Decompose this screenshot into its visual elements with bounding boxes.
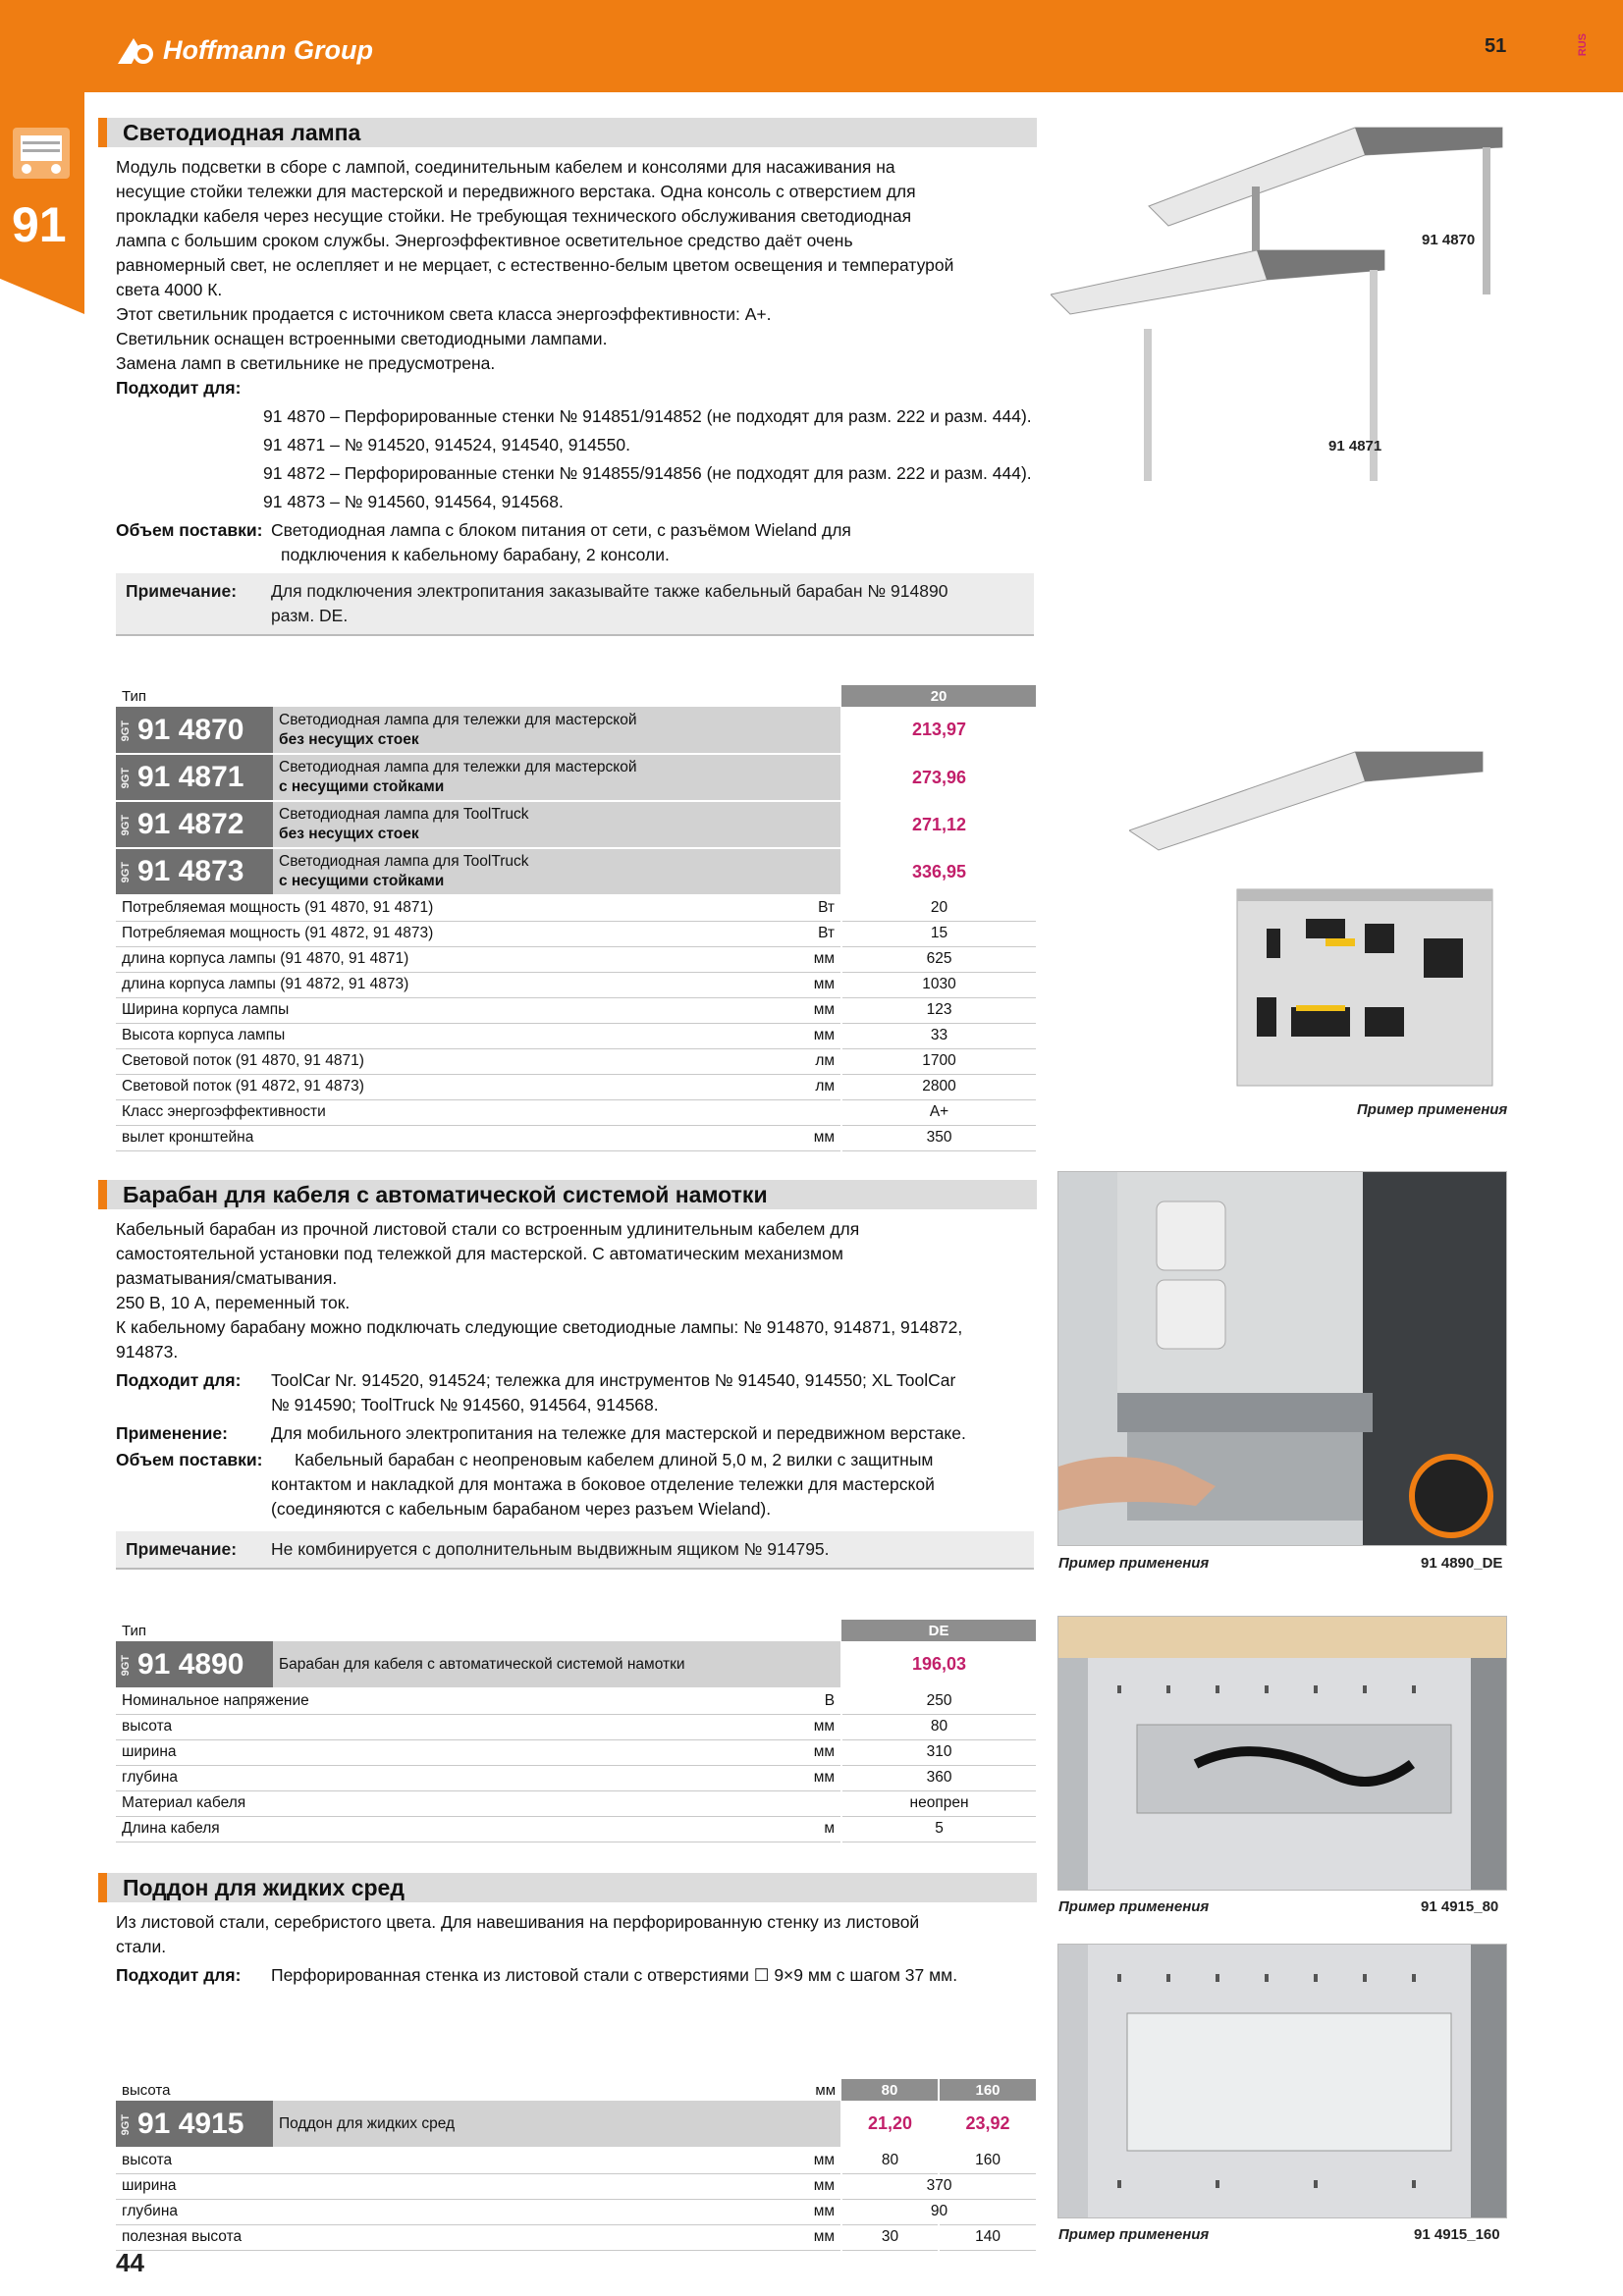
spec-name: высота	[116, 1714, 715, 1739]
spec-unit: мм	[715, 2224, 841, 2250]
language-code: RUS	[1577, 33, 1589, 57]
article-desc-bold: без несущих стоек	[279, 730, 419, 748]
spec-row	[116, 997, 1036, 1023]
drum-intro-line: Кабельный барабан из прочной листовой стали со встроенным удлинительным кабелем для	[116, 1219, 860, 1239]
spec-row	[116, 1739, 1036, 1765]
article-desc: Светодиодная лампа для тележки для мастерской	[279, 759, 637, 775]
type-value: 160	[939, 2079, 1036, 2101]
lamp-note-line: разм. DE.	[271, 606, 349, 625]
spec-value: 5	[841, 1816, 1036, 1842]
spec-value: 20	[841, 895, 1036, 921]
article-row	[116, 754, 1036, 801]
article-row	[116, 2101, 1036, 2148]
spec-row	[116, 946, 1036, 972]
spec-value: 123	[841, 997, 1036, 1023]
spec-value: 140	[939, 2224, 1036, 2250]
tray-photo	[1058, 1617, 1507, 1891]
lamp-intro-line: несущие стойки тележки для мастерской и передвижного верстака. Одна консоль с отверстием для	[116, 182, 916, 201]
tray-intro-line: стали.	[116, 1937, 167, 1956]
spec-name: Потребляемая мощность (91 4870, 91 4871)	[116, 895, 715, 921]
spec-name: Высота корпуса лампы	[116, 1023, 715, 1048]
tray-application-image-160	[1057, 1944, 1507, 2218]
brand-logo	[116, 35, 373, 66]
drum-intro-line: разматывания/сматывания.	[116, 1268, 338, 1288]
tray-fits-label: Подходит для:	[116, 1965, 242, 1985]
article-desc: Поддон для жидких сред	[273, 2101, 841, 2148]
spec-unit: мм	[715, 972, 841, 997]
article-desc: Светодиодная лампа для тележки для мастерской	[279, 711, 637, 728]
spec-value: 30	[841, 2224, 939, 2250]
article-desc-bold: без несущих стоек	[279, 826, 419, 842]
article-price: 271,12	[841, 801, 1036, 848]
spec-row	[116, 2224, 1036, 2250]
lamp-intro-line: Модуль подсветки в сборе с лампой, соединительным кабелем и консолями для насаживания на	[116, 157, 895, 177]
drum-scope-line: (соединяются с кабельным барабаном через разъем Wieland).	[271, 1499, 772, 1519]
lamp-scope-label: Объем поставки:	[116, 520, 263, 540]
image-caption: Пример применения	[1058, 1555, 1210, 1572]
article-price: 336,95	[841, 848, 1036, 895]
spec-name: глубина	[116, 1765, 715, 1790]
spec-unit: Вт	[715, 895, 841, 921]
article-desc: Светодиодная лампа для ToolTruck	[279, 806, 529, 823]
lamp-application-image	[1129, 742, 1512, 1092]
spec-unit	[715, 1790, 841, 1816]
drum-use-label: Применение:	[116, 1423, 228, 1443]
spec-row	[116, 2173, 1036, 2199]
section-title-tray: Поддон для жидких сред	[98, 1873, 1037, 1902]
type-value: 20	[841, 685, 1036, 707]
article-number	[116, 754, 273, 801]
spec-value: 350	[841, 1125, 1036, 1150]
image-caption: Пример применения	[1058, 2226, 1210, 2243]
gt-code: 9GT	[120, 1654, 132, 1677]
brand-name: Hoffmann Group	[163, 35, 373, 65]
lamp-fits-line: 91 4873 – № 914560, 914564, 914568.	[263, 492, 564, 511]
spec-value: 33	[841, 1023, 1036, 1048]
spec-row	[116, 895, 1036, 921]
type-label: высота	[122, 2081, 171, 2099]
spec-value: 625	[841, 946, 1036, 972]
drum-intro-line: самостоятельной установки под тележкой для мастерской. С автоматическим механизмом	[116, 1244, 843, 1263]
drum-spec-table	[116, 1620, 1036, 1842]
lamp-fits-line: 91 4872 – Перфорированные стенки № 914855/914856 (не подходят для разм. 222 и разм. 444).	[263, 463, 1032, 483]
article-number-text: 91 4873	[137, 855, 244, 887]
spec-name: ширина	[116, 2173, 715, 2199]
drum-scope-label: Объем поставки:	[116, 1450, 263, 1469]
spec-unit: мм	[715, 2173, 841, 2199]
lamp-spec-table	[116, 685, 1036, 1151]
trolley-icon	[13, 128, 70, 179]
lamp-fits-line: 91 4870 – Перфорированные стенки № 914851/914852 (не подходят для разм. 222 и разм. 444).	[263, 406, 1032, 426]
spec-value: 370	[841, 2173, 1036, 2199]
spec-unit: мм	[715, 2148, 841, 2173]
drum-photo	[1058, 1172, 1507, 1546]
tray-photo	[1058, 1945, 1507, 2218]
lamp-intro-line: лампа с большим сроком службы. Энергоэффективное осветительное средство даёт очень	[116, 231, 853, 250]
spec-name: вылет кронштейна	[116, 1125, 715, 1150]
article-number	[116, 801, 273, 848]
tray-intro-line: Из листовой стали, серебристого цвета. Для навешивания на перфорированную стенку из листовой	[116, 1912, 920, 1932]
drum-scope	[116, 1448, 1039, 1522]
page-number-bottom: 44	[116, 2248, 144, 2277]
gt-code: 9GT	[120, 768, 132, 789]
article-number	[116, 707, 273, 754]
tray-description	[116, 1910, 1039, 1988]
image-caption: Пример применения	[1058, 1898, 1210, 1915]
tray-spec-table	[116, 2079, 1036, 2251]
drum-fits-label: Подходит для:	[116, 1370, 242, 1390]
drum-fits	[116, 1368, 1039, 1417]
image-label: 91 4871	[1328, 438, 1382, 454]
article-price: 196,03	[841, 1641, 1036, 1688]
spec-name: Ширина корпуса лампы	[116, 997, 715, 1023]
drum-note	[116, 1531, 1034, 1570]
type-label: Тип	[122, 1622, 147, 1639]
spec-unit: мм	[715, 1714, 841, 1739]
spec-value: 1030	[841, 972, 1036, 997]
article-price: 213,97	[841, 707, 1036, 754]
spec-name: длина корпуса лампы (91 4870, 91 4871)	[116, 946, 715, 972]
article-row	[116, 801, 1036, 848]
lamp-description	[116, 155, 1039, 567]
lamp-note-label: Примечание:	[126, 581, 238, 601]
image-label: 91 4870	[1422, 232, 1476, 248]
spec-value: 80	[841, 1714, 1036, 1739]
lamp-intro-line: Этот светильник продается с источником света класса энергоэффективности: A+.	[116, 304, 772, 324]
lamp-intro-line: прокладки кабеля через несущие стойки. Не требующая технического обслуживания светодиодная	[116, 206, 912, 226]
image-label: 91 4915_160	[1414, 2226, 1500, 2243]
spec-value: 80	[841, 2148, 939, 2173]
spec-row	[116, 1816, 1036, 1842]
article-row	[116, 848, 1036, 895]
lamp-note	[116, 573, 1034, 636]
spec-value: неопрен	[841, 1790, 1036, 1816]
section-title-drum: Барабан для кабеля с автоматической системой намотки	[98, 1180, 1037, 1209]
type-label: Тип	[122, 687, 147, 705]
spec-value: 1700	[841, 1048, 1036, 1074]
drum-description	[116, 1217, 1039, 1522]
article-desc-bold: с несущими стойками	[279, 778, 445, 795]
lamp-intro-line: света 4000 К.	[116, 280, 223, 299]
spec-name: ширина	[116, 1739, 715, 1765]
spec-row	[116, 2148, 1036, 2173]
article-desc-bold: с несущими стойками	[279, 873, 445, 889]
spec-unit	[715, 1099, 841, 1125]
article-price: 273,96	[841, 754, 1036, 801]
spec-row	[116, 1074, 1036, 1099]
lamp-fits-label: Подходит для:	[116, 378, 242, 398]
spec-row	[116, 972, 1036, 997]
chapter-number: 91	[12, 197, 67, 252]
spec-unit: Вт	[715, 921, 841, 946]
image-label: 91 4890_DE	[1421, 1555, 1503, 1572]
article-row	[116, 1641, 1036, 1688]
article-number	[116, 1641, 273, 1688]
spec-name: Класс энергоэффективности	[116, 1099, 715, 1125]
article-number	[116, 848, 273, 895]
spec-value: 160	[939, 2148, 1036, 2173]
article-number-text: 91 4872	[137, 808, 244, 840]
spec-row	[116, 1099, 1036, 1125]
spec-row	[116, 1765, 1036, 1790]
gt-code: 9GT	[120, 815, 132, 836]
type-unit: мм	[815, 2081, 837, 2099]
spec-row	[116, 921, 1036, 946]
spec-row	[116, 1125, 1036, 1150]
tray-fits	[116, 1963, 1039, 1988]
spec-unit: мм	[715, 1023, 841, 1048]
spec-value: A+	[841, 1099, 1036, 1125]
brand-mark-icon	[116, 36, 157, 66]
drum-fits-line: № 914590; ToolTruck № 914560, 914564, 914568.	[271, 1395, 659, 1415]
spec-unit: мм	[715, 2199, 841, 2224]
spec-unit: лм	[715, 1074, 841, 1099]
spec-unit: лм	[715, 1048, 841, 1074]
drum-intro-line: К кабельному барабану можно подключать следующие светодиодные лампы: № 914870, 914871, 914872,	[116, 1317, 963, 1337]
spec-name: Потребляемая мощность (91 4872, 91 4873)	[116, 921, 715, 946]
spec-name: Световой поток (91 4870, 91 4871)	[116, 1048, 715, 1074]
lamp-fits-line: 91 4871 – № 914520, 914524, 914540, 914550.	[263, 435, 630, 454]
article-price: 23,92	[939, 2101, 1036, 2148]
spec-value: 250	[841, 1688, 1036, 1714]
article-row	[116, 707, 1036, 754]
drum-note-label: Примечание:	[126, 1539, 238, 1559]
spec-unit: мм	[715, 946, 841, 972]
spec-name: Длина кабеля	[116, 1816, 715, 1842]
tray-fits-text: Перфорированная стенка из листовой стали с отверстиями ☐ 9×9 мм с шагом 37 мм.	[271, 1965, 958, 1985]
lamp-scope	[116, 518, 1039, 567]
lamp-note-line: Для подключения электропитания заказывайте также кабельный барабан № 914890	[271, 581, 948, 601]
spec-value: 90	[841, 2199, 1036, 2224]
lamp-intro-line: равномерный свет, не ослепляет и не мерцает, с естественно-белым цветом освещения и температурой	[116, 255, 954, 275]
article-number-text: 91 4890	[137, 1647, 244, 1681]
lamp-intro-line: Светильник оснащен встроенными светодиодными лампами.	[116, 329, 608, 348]
spec-name: Световой поток (91 4872, 91 4873)	[116, 1074, 715, 1099]
lamp-product-image	[1051, 108, 1522, 481]
lamp-scope-line: Светодиодная лампа с блоком питания от сети, с разъёмом Wieland для	[271, 520, 851, 540]
article-desc: Светодиодная лампа для ToolTruck	[279, 853, 529, 870]
image-label: 91 4915_80	[1421, 1898, 1499, 1915]
gt-code: 9GT	[120, 720, 132, 742]
gt-code: 9GT	[120, 2113, 132, 2136]
article-number-text: 91 4870	[137, 713, 244, 746]
spec-value: 2800	[841, 1074, 1036, 1099]
drum-use-text: Для мобильного электропитания на тележке для мастерской и передвижном верстаке.	[271, 1423, 966, 1443]
lamp-scope-line: подключения к кабельному барабану, 2 консоли.	[281, 545, 670, 564]
gt-code: 9GT	[120, 862, 132, 883]
article-number	[116, 2101, 273, 2148]
lamp-intro-line: Замена ламп в светильнике не предусмотрена.	[116, 353, 496, 373]
type-value: DE	[841, 1620, 1036, 1641]
spec-row	[116, 1790, 1036, 1816]
spec-value: 310	[841, 1739, 1036, 1765]
drum-scope-line: контактом и накладкой для монтажа в боковое отделение тележки для мастерской	[271, 1474, 935, 1494]
spec-value: 360	[841, 1765, 1036, 1790]
drum-use	[116, 1421, 1039, 1446]
section-title-lamp: Светодиодная лампа	[98, 118, 1037, 147]
spec-unit: В	[715, 1688, 841, 1714]
spec-unit: мм	[715, 1765, 841, 1790]
image-caption: Пример применения	[1357, 1101, 1508, 1118]
spec-unit: мм	[715, 1125, 841, 1150]
spec-row	[116, 1048, 1036, 1074]
drum-application-image	[1057, 1171, 1507, 1546]
drum-fits-line: ToolCar Nr. 914520, 914524; тележка для инструментов № 914540, 914550; XL ToolCar	[271, 1370, 956, 1390]
spec-unit: мм	[715, 1739, 841, 1765]
article-desc: Барабан для кабеля с автоматической системой намотки	[273, 1641, 841, 1688]
type-value: 80	[841, 2079, 939, 2101]
spec-row	[116, 1714, 1036, 1739]
tray-application-image-80	[1057, 1616, 1507, 1891]
spec-value: 15	[841, 921, 1036, 946]
spec-row	[116, 1023, 1036, 1048]
spec-row	[116, 2199, 1036, 2224]
spec-unit: м	[715, 1816, 841, 1842]
spec-row	[116, 1688, 1036, 1714]
spec-name: высота	[116, 2148, 715, 2173]
drum-scope-line: Кабельный барабан с неопреновым кабелем длиной 5,0 м, 2 вилки с защитным	[295, 1450, 934, 1469]
spec-name: полезная высота	[116, 2224, 715, 2250]
spec-name: Номинальное напряжение	[116, 1688, 715, 1714]
spec-unit: мм	[715, 997, 841, 1023]
drum-intro-line: 914873.	[116, 1342, 179, 1362]
spec-name: глубина	[116, 2199, 715, 2224]
article-price: 21,20	[841, 2101, 939, 2148]
spec-name: Материал кабеля	[116, 1790, 715, 1816]
page-number-top: 51	[1485, 35, 1507, 57]
article-number-text: 91 4915	[137, 2107, 244, 2140]
drum-note-text: Не комбинируется с дополнительным выдвижным ящиком № 914795.	[271, 1539, 830, 1559]
spec-name: длина корпуса лампы (91 4872, 91 4873)	[116, 972, 715, 997]
article-number-text: 91 4871	[137, 761, 244, 793]
drum-intro-line: 250 В, 10 А, переменный ток.	[116, 1293, 351, 1312]
